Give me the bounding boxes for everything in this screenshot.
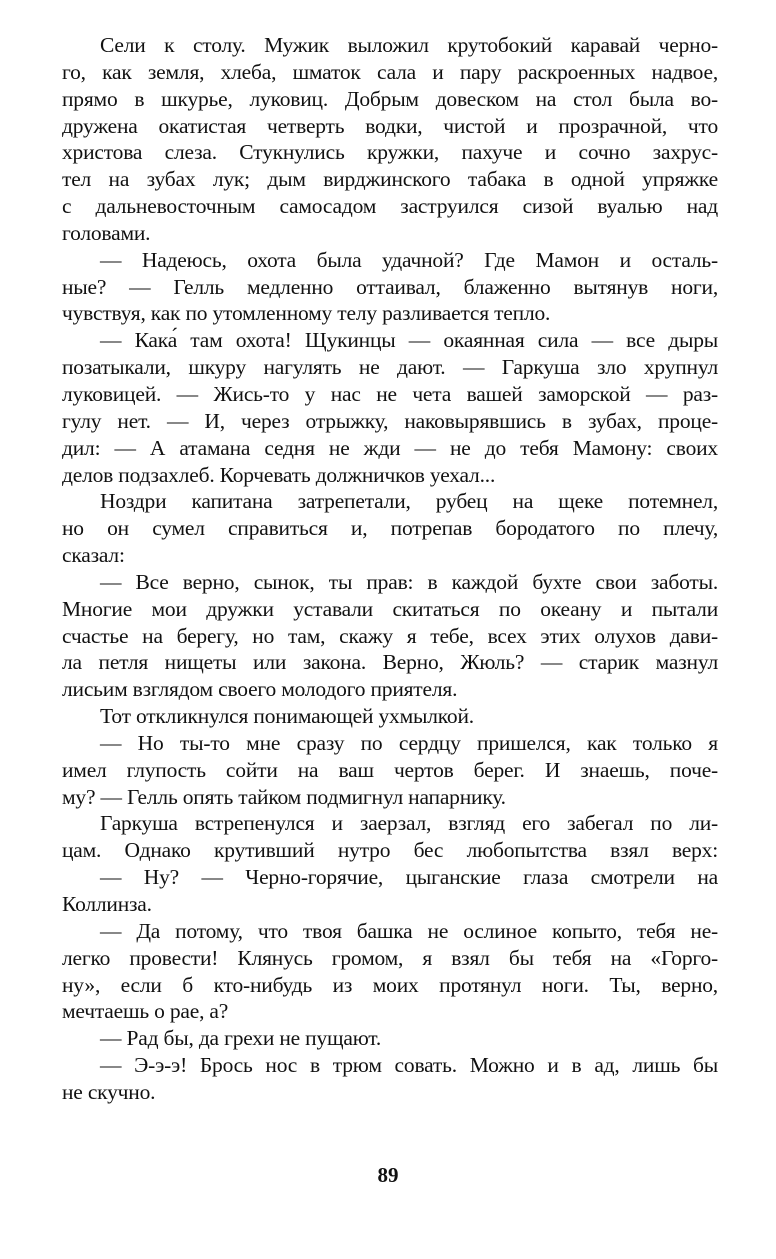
text-line: дил: — А атамана седня не жди — не до тебя Мамону: своих [62,435,718,460]
text-line: позатыкали, шкуру нагулять не дают. — Гаркуша зло хрупнул [62,355,718,380]
page-number: 89 [377,1163,399,1187]
text-line: Гаркуша встрепенулся и заерзал, взгляд его забегал по ли- [100,811,718,836]
text-line: прямо в шкурье, луковиц. Добрым довеском на стол была во- [62,86,718,111]
text-line: Сели к столу. Мужик выложил крутобокий каравай черно- [100,33,718,57]
text-line: дружена окатистая четверть водки, чистой и прозрачной, что [62,113,718,138]
text-line: — Э-э-э! Брось нос в трюм совать. Можно и в ад, лишь бы [100,1053,718,1078]
text-line: цам. Однако крутивший нутро бес любопытства взял верх: [62,838,718,863]
text-line: ла петля нищеты или закона. Верно, Жюль? — старик мазнул [62,650,718,675]
text-line: Ноздри капитана затрепетали, рубец на щеке потемнел, [100,489,718,514]
text-line: гулу нет. — И, через отрыжку, наковырявшись в зубах, проце- [62,408,718,433]
text-line: чувствуя, как по утомленному телу разливается тепло. [62,301,551,326]
text-line: луковицей. — Жись-то у нас не чета вашей заморской — раз- [62,381,718,406]
text-line: тел на зубах лук; дым вирджинского табака в одной упряжке [62,167,718,192]
text-line: — Все верно, сынок, ты прав: в каждой бухте свои заботы. [100,569,718,594]
text-line: делов подзахлеб. Корчевать должничков уехал... [62,462,496,487]
text-line: головами. [62,220,151,245]
text-line: — Рад бы, да грехи не пущают. [100,1026,382,1051]
text-line: но он сумел справиться и, потрепав бородатого по плечу, [62,516,718,541]
text-line: Коллинза. [62,892,152,916]
text-line: ну», если б кто-нибудь из моих протянул ноги. Ты, верно, [62,972,718,997]
text-line: Тот откликнулся понимающей ухмылкой. [100,704,474,729]
text-line: — Ну? — Черно-горячие, цыганские глаза смотрели на [100,865,718,890]
text-line: — Надеюсь, охота была удачной? Где Мамон и осталь- [100,247,718,272]
text-line: — Да потому, что твоя башка не ослиное копыто, тебя не- [100,918,718,943]
text-line: мечтаешь о рае, а? [62,999,229,1024]
text-line: му? — Гелль опять тайком подмигнул напарнику. [62,784,506,809]
text-line: легко провести! Клянусь громом, я взял бы тебя на «Горго- [62,945,718,970]
text-line: ные? — Гелль медленно оттаивал, блаженно вытянув ноги, [62,274,718,299]
text-line: — Кака́ там охота! Щукинцы — окаянная сила — все дыры [100,328,718,353]
text-line: имел глупость сойти на ваш чертов берег. И знаешь, поче- [62,757,718,782]
text-line: счастье на берегу, но там, скажу я тебе, всех этих олухов дави- [62,623,718,648]
book-page-text [62,32,718,1106]
text-line: с дальневосточным самосадом заструился сизой вуалью над [62,194,718,219]
text-line: сказал: [62,543,125,568]
text-line: лисьим взглядом своего молодого приятеля. [62,677,458,702]
text-line: Многие мои дружки уставали скитаться по океану и пытали [62,596,718,621]
text-line: го, как земля, хлеба, шматок сала и пару раскроенных надвое, [62,59,718,84]
text-line: — Но ты-то мне сразу по сердцу пришелся, как только я [100,730,718,755]
text-line: не скучно. [62,1079,156,1104]
text-line: христова слеза. Стукнулись кружки, пахуче и сочно захрус- [62,140,718,165]
